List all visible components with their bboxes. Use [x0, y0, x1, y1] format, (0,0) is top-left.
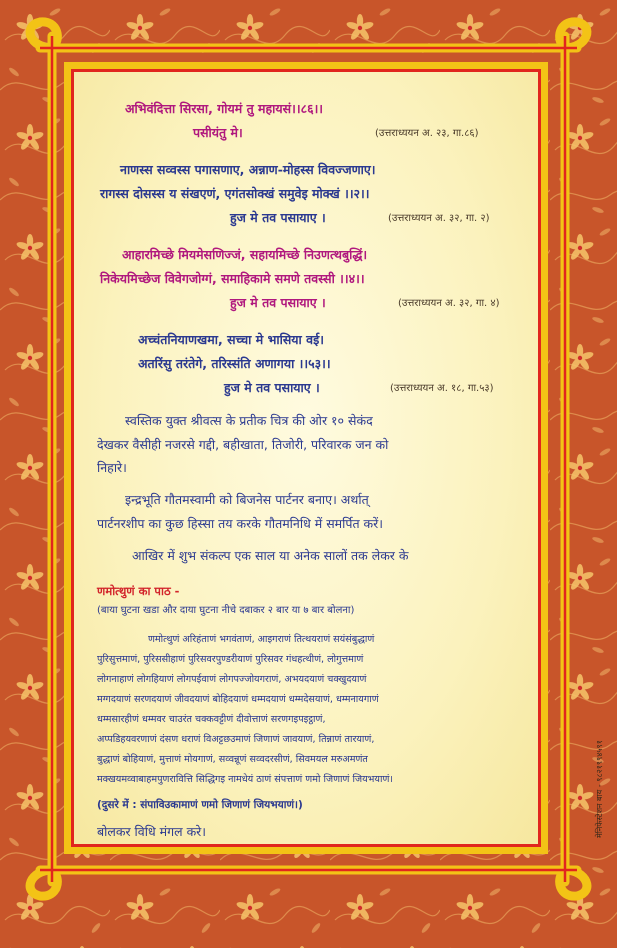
- verse-1-line-2: पसीयंतु मे।: [193, 125, 243, 140]
- verse-4-line-3: हुज मे तव पसायाए ।: [224, 380, 320, 395]
- paragraph-3-line-1: आखिर में शुभ संकल्प एक साल या अनेक सालों तक लेकर के: [132, 548, 409, 563]
- verse-2-line-1: नाणस्स सव्वस्स पगासणाए, अन्नाण-मोहस्स विवज्जणाए।: [120, 162, 376, 177]
- namotthunam-line-3: लोगनाहाणं लोगहियाणं लोगपईवाणं लोगपज्जोयगराणं, अभयदयाणं चक्खुदयाणं: [97, 674, 367, 685]
- verse-3-line-3: हुज मे तव पसायाए ।: [230, 295, 326, 310]
- verse-3-line-1: आहारमिच्छे मियमेसणिज्जं, सहायमिच्छे निउणत्थबुद्धिं।: [122, 247, 368, 262]
- verse-1-line-1: अभिवंदित्ता सिरसा, गोयमं तु महायसं।।८६।।: [125, 101, 324, 116]
- namotthunam-instruction: (बाया घुटना खडा और दाया घुटना नीचे दबाकर २ बार या ७ बार बोलना): [97, 605, 355, 616]
- verse-4-line-1: अच्चंतनियाणखमा, सच्चा मे भासिया वई।: [138, 332, 324, 347]
- paragraph-2-line-1: इन्द्रभूति गौतमस्वामी को बिजनेस पार्टनर बनाए। अर्थात्: [125, 492, 369, 507]
- verse-2-reference: (उत्तराध्ययन अ. ३२, गा. २): [388, 213, 490, 224]
- verse-4-line-2: अतरिंसु तरंतेगे, तरिस्संति अणागया ।।५३।।: [138, 356, 331, 371]
- closing-line: बोलकर विधि मंगल करे।: [97, 824, 207, 839]
- verse-3-reference: (उत्तराध्ययन अ. ३२, गा. ४): [398, 298, 500, 309]
- namotthunam-heading: णमोत्थुणं का पाठ -: [97, 584, 180, 598]
- namotthunam-line-6: अप्पडिहयवरणाणं दंसण धराणं विअट्टछउमाणं जिणाणं जावयाणं, तिन्नाणं तारयाणं,: [97, 734, 375, 745]
- namotthunam-note: (दुसरे में : संपाविउकामाणं णमो जिणाणं जियभयाणं।): [97, 799, 303, 811]
- paragraph-1-line-3: निहारे।: [97, 460, 127, 475]
- verse-2-line-3: हुज मे तव पसायाए ।: [230, 210, 326, 225]
- namotthunam-line-8: मक्खयमव्वाबाहमपुणरावित्ति सिद्धिगइ नामधेयं ठाणं संपत्ताणं णमो जिणाणं जियभयाणं।: [97, 774, 394, 785]
- namotthunam-line-1: णमोत्थुणं अरिहंताणं भगवंताणं, आइगराणं तित्थयराणं सयंसंबुद्धाणं: [148, 634, 375, 645]
- namotthunam-line-5: धम्मसारहीणं धम्मवर चाउरंत चक्कवट्टीणं दीवोत्ताणं सरणगइपइट्ठाणं,: [97, 714, 326, 725]
- namotthunam-line-4: मग्गदयाणं सरणदयाणं जीवदयाणं बोहिदयाणं धम्मदयाणं धम्मदेसयाणं, धम्मनायगाणं: [97, 694, 379, 705]
- verse-3-line-2: निकेयमिच्छेज विवेगजोग्गं, समाहिकामे समणे तवस्सी ।।४।।: [100, 271, 365, 286]
- namotthunam-line-7: बुद्धाणं बोहियाणं, मुत्ताणं मोयगाणं, सव्वन्नूणं सव्वदरसीणं, सिवमयल मरुअमणंत: [97, 754, 368, 765]
- paragraph-2-line-2: पार्टनरशीप का कुछ हिस्सा तय करके गौतमनिधि में समर्पित करें।: [97, 516, 384, 531]
- verse-4-reference: (उत्तराध्ययन अ. १८, गा.५३): [390, 383, 494, 394]
- verse-1-reference: (उत्तराध्ययन अ. २३, गा.८६): [375, 128, 479, 139]
- side-contact-text: मेनिफेस्टेशन बाय - ९८२१९९४५९१: [595, 740, 604, 838]
- namotthunam-line-2: पुरिसुत्तमाणं, पुरिससीहाणं पुरिसवरपुण्डरीयाणं पुरिसवर गंधहत्थीणं, लोगुत्तमाणं: [97, 654, 364, 665]
- verse-2-line-2: रागस्स दोसस्स य संखएणं, एगंतसोक्खं समुवेइ मोक्खं ।।२।।: [100, 186, 370, 201]
- paragraph-1-line-1: स्वस्तिक युक्त श्रीवत्स के प्रतीक चित्र की ओर १० सेकंद: [125, 413, 373, 428]
- paragraph-1-line-2: देखकर वैसीही नजरसे गद्दी, बहीखाता, तिजोरी, परिवारक जन को: [97, 437, 389, 452]
